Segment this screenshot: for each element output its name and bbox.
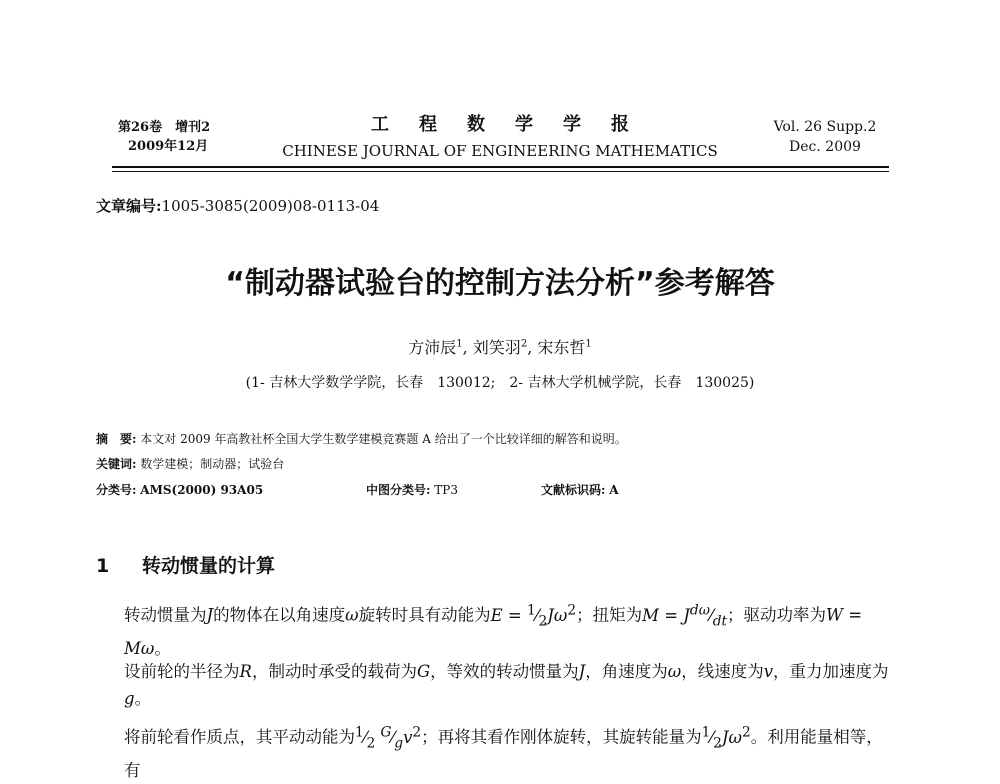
- publication-date-en: Dec. 2009: [789, 139, 861, 155]
- formula-translational-energy: $^1⁄_2$ $^G⁄_gv^2$: [355, 724, 422, 751]
- author-name: 方沛辰: [408, 338, 457, 357]
- para-text: ；再将其看作刚体旋转，其旋转能量为: [421, 727, 702, 747]
- doc-code-label: 文献标识码:: [541, 483, 606, 497]
- publication-date: 2009年12月: [128, 139, 209, 154]
- volume-issue: 第26卷 增刊2: [118, 120, 211, 135]
- author-name: 宋东哲: [537, 338, 586, 357]
- para-text: 。: [154, 638, 171, 658]
- class-value: AMS(2000) 93A05: [140, 483, 264, 497]
- formula-kinetic-energy: $E = ^1⁄_2J\omega^2$: [490, 602, 577, 629]
- keywords-text: 数学建模；制动器；试验台: [140, 457, 285, 471]
- clc-value: TP3: [434, 483, 458, 497]
- author-name: 刘笑羽: [472, 338, 521, 357]
- abstract: [96, 430, 627, 447]
- clc-label: 中图分类号:: [366, 483, 431, 497]
- para-text: ，制动时承受的载荷为: [251, 662, 417, 681]
- para-text: ，角速度为: [585, 662, 668, 681]
- body-paragraph: 转动惯量为J的物体在以角速度ω旋转时具有动能为$E = ^1⁄_2J\omega^2$；扭矩为$M = J^{d\omega}⁄_{dt}$；驱动功率为W = Mω。: [124, 602, 863, 658]
- section-number: 1: [96, 555, 110, 577]
- para-text: ；扭矩为: [576, 605, 643, 625]
- formula-power: W = Mω: [124, 605, 863, 658]
- para-text: 将前轮看作质点，其平动动能为: [124, 727, 355, 747]
- para-text: 。: [134, 689, 152, 708]
- author-affil-mark: 2: [520, 338, 528, 350]
- affiliations: (1- 吉林大学数学学院，长春 130012; 2- 吉林大学机械学院，长春 130025): [245, 375, 755, 391]
- section-title: 转动惯量的计算: [142, 555, 276, 577]
- journal-volume-info-en: [765, 117, 885, 157]
- volume-issue-en: Vol. 26 Supp.2: [773, 119, 877, 135]
- abstract-label: 摘 要:: [96, 432, 137, 446]
- formula-rotational-energy: $^1⁄_2J\omega^2$: [701, 724, 751, 751]
- formula-torque: $M = J^{d\omega}⁄_{dt}$: [642, 602, 728, 629]
- keywords: [96, 455, 284, 472]
- journal-title-cn: 工程数学学报: [371, 114, 659, 135]
- para-text: 转动惯量为: [124, 605, 207, 625]
- classification: [96, 481, 716, 498]
- para-text: 旋转时具有动能为: [358, 605, 491, 625]
- para-text: ；驱动功率为: [727, 605, 827, 625]
- paper-title: “制动器试验台的控制方法分析”参考解答: [225, 266, 775, 301]
- body-paragraph: [96, 719, 896, 784]
- author-affil-mark: 1: [456, 338, 463, 350]
- para-text: 。利用能量相等，有: [124, 727, 883, 780]
- para-text: ，等效的转动惯量为: [430, 662, 579, 681]
- header-rule-thin: [112, 171, 889, 172]
- abstract-text: 本文对 2009 年高教社杯全国大学生数学建模竞赛题 A 给出了一个比较详细的解答和说明。: [140, 432, 627, 446]
- author-list: 方沛辰$^1$, 刘笑羽$^2$, 宋东哲$^1$: [408, 338, 592, 357]
- article-number-value: 1005-3085(2009)08-0113-04: [161, 197, 380, 215]
- journal-volume-info: [118, 118, 210, 156]
- article-number: [96, 195, 379, 216]
- journal-title-en: CHINESE JOURNAL OF ENGINEERING MATHEMATICS: [282, 142, 718, 160]
- section-heading: [96, 551, 275, 578]
- body-paragraph: 设前轮的半径为R，制动时承受的载荷为G，等效的转动惯量为J，角速度为ω，线速度为v，重力加速度为g。: [124, 662, 889, 708]
- class-label: 分类号:: [96, 483, 137, 497]
- para-text: 设前轮的半径为: [124, 662, 240, 681]
- para-text: 的物体在以角速度: [213, 605, 346, 625]
- doc-code-value: A: [609, 483, 619, 497]
- para-text: ，线速度为: [681, 662, 764, 681]
- author-affil-mark: 1: [585, 338, 592, 350]
- para-text: ，重力加速度为: [773, 662, 889, 681]
- keywords-label: 关键词:: [96, 457, 137, 471]
- header-rule-thick: [112, 166, 889, 168]
- article-number-label: 文章编号:: [96, 197, 162, 215]
